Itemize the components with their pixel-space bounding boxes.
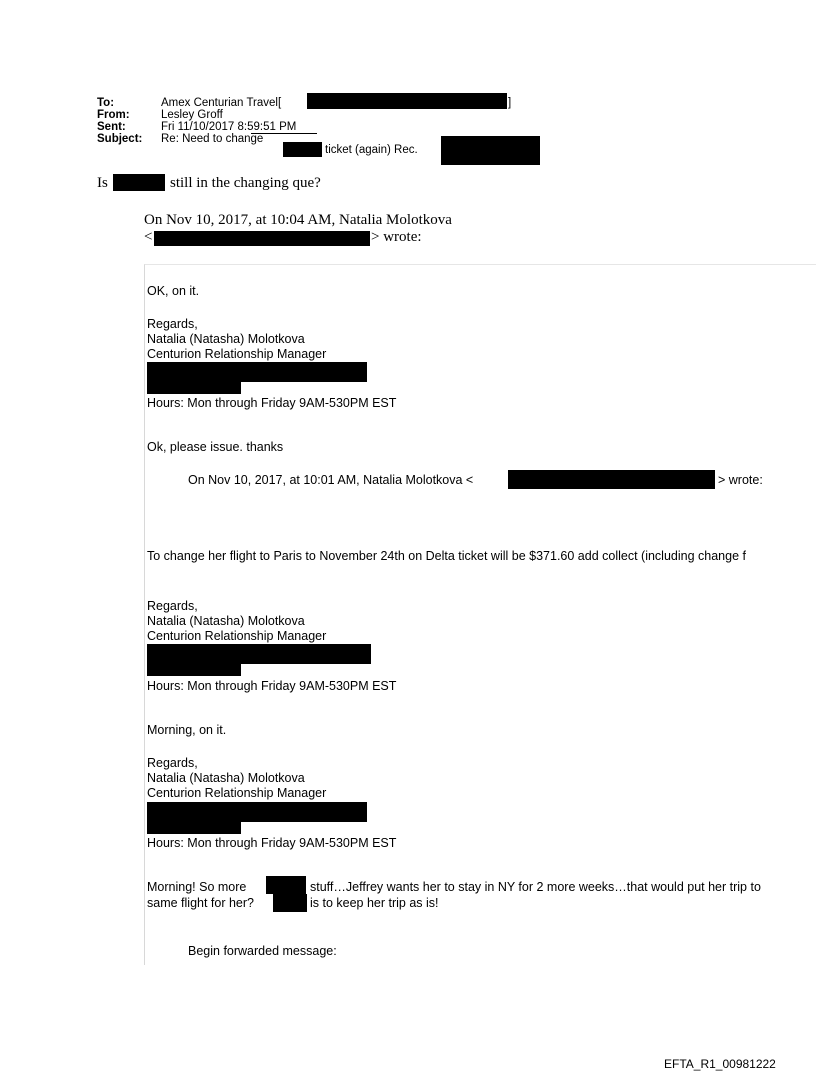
subject-part2: ticket (again) Rec. bbox=[325, 144, 418, 156]
redaction-box bbox=[154, 231, 370, 246]
sig-hours: Hours: Mon through Friday 9AM-530PM EST bbox=[147, 396, 397, 410]
redaction-box bbox=[147, 822, 241, 834]
redaction-box bbox=[266, 876, 306, 894]
sent-label: Sent: bbox=[97, 121, 126, 133]
to-label: To: bbox=[97, 97, 115, 109]
same-flight-part2: is to keep her trip as is! bbox=[310, 896, 439, 910]
morning-part2: stuff…Jeffrey wants her to stay in NY for 2 more weeks…that would put her trip to bbox=[310, 880, 761, 894]
begin-forwarded: Begin forwarded message: bbox=[188, 944, 337, 958]
from-label: From: bbox=[97, 109, 130, 121]
redaction-box bbox=[283, 142, 322, 157]
subject-label: Subject: bbox=[97, 133, 143, 145]
redaction-box bbox=[508, 470, 715, 489]
redaction-box bbox=[307, 93, 507, 109]
quote-header-close: > wrote: bbox=[371, 229, 422, 245]
message-is: Is bbox=[97, 175, 108, 191]
redaction-box bbox=[113, 174, 165, 191]
quote-header-line1: On Nov 10, 2017, at 10:04 AM, Natalia Molotkova bbox=[144, 212, 452, 228]
to-close-bracket: ] bbox=[508, 97, 512, 109]
sig-title: Centurion Relationship Manager bbox=[147, 347, 327, 361]
sig-name: Natalia (Natasha) Molotkova bbox=[147, 771, 305, 785]
please-issue: Ok, please issue. thanks bbox=[147, 440, 284, 454]
sig-hours: Hours: Mon through Friday 9AM-530PM EST bbox=[147, 836, 397, 850]
to-value: Amex Centurian Travel[ bbox=[161, 97, 282, 109]
redaction-box bbox=[147, 382, 241, 394]
ok-on-it: OK, on it. bbox=[147, 284, 200, 298]
change-flight-text: To change her flight to Paris to November 24th on Delta ticket will be $371.60 add collect (including change f bbox=[147, 549, 746, 563]
sig-hours: Hours: Mon through Friday 9AM-530PM EST bbox=[147, 679, 397, 693]
quote-header-open: < bbox=[144, 229, 153, 245]
redaction-box bbox=[147, 644, 371, 664]
sig-regards: Regards, bbox=[147, 756, 198, 770]
document-id: EFTA_R1_00981222 bbox=[664, 1057, 776, 1071]
redaction-box bbox=[273, 894, 307, 912]
sig-name: Natalia (Natasha) Molotkova bbox=[147, 332, 305, 346]
morning-on-it: Morning, on it. bbox=[147, 723, 227, 737]
sig-title: Centurion Relationship Manager bbox=[147, 786, 327, 800]
redaction-box bbox=[441, 136, 540, 165]
sig-regards: Regards, bbox=[147, 599, 198, 613]
redaction-box bbox=[147, 362, 367, 382]
redaction-box bbox=[147, 802, 367, 822]
message-que: still in the changing que? bbox=[170, 175, 321, 191]
nested-header-right: > wrote: bbox=[718, 473, 763, 487]
nested-header-left: On Nov 10, 2017, at 10:01 AM, Natalia Molotkova < bbox=[188, 473, 474, 487]
sent-value: Fri 11/10/2017 8:59:51 PM bbox=[161, 121, 297, 133]
redaction-box bbox=[147, 664, 241, 676]
from-value: Lesley Groff bbox=[161, 109, 223, 121]
sig-title: Centurion Relationship Manager bbox=[147, 629, 327, 643]
same-flight-part1: same flight for her? bbox=[147, 896, 254, 910]
morning-part1: Morning! So more bbox=[147, 880, 247, 894]
subject-part1: Re: Need to change bbox=[161, 133, 264, 145]
sig-regards: Regards, bbox=[147, 317, 198, 331]
sig-name: Natalia (Natasha) Molotkova bbox=[147, 614, 305, 628]
